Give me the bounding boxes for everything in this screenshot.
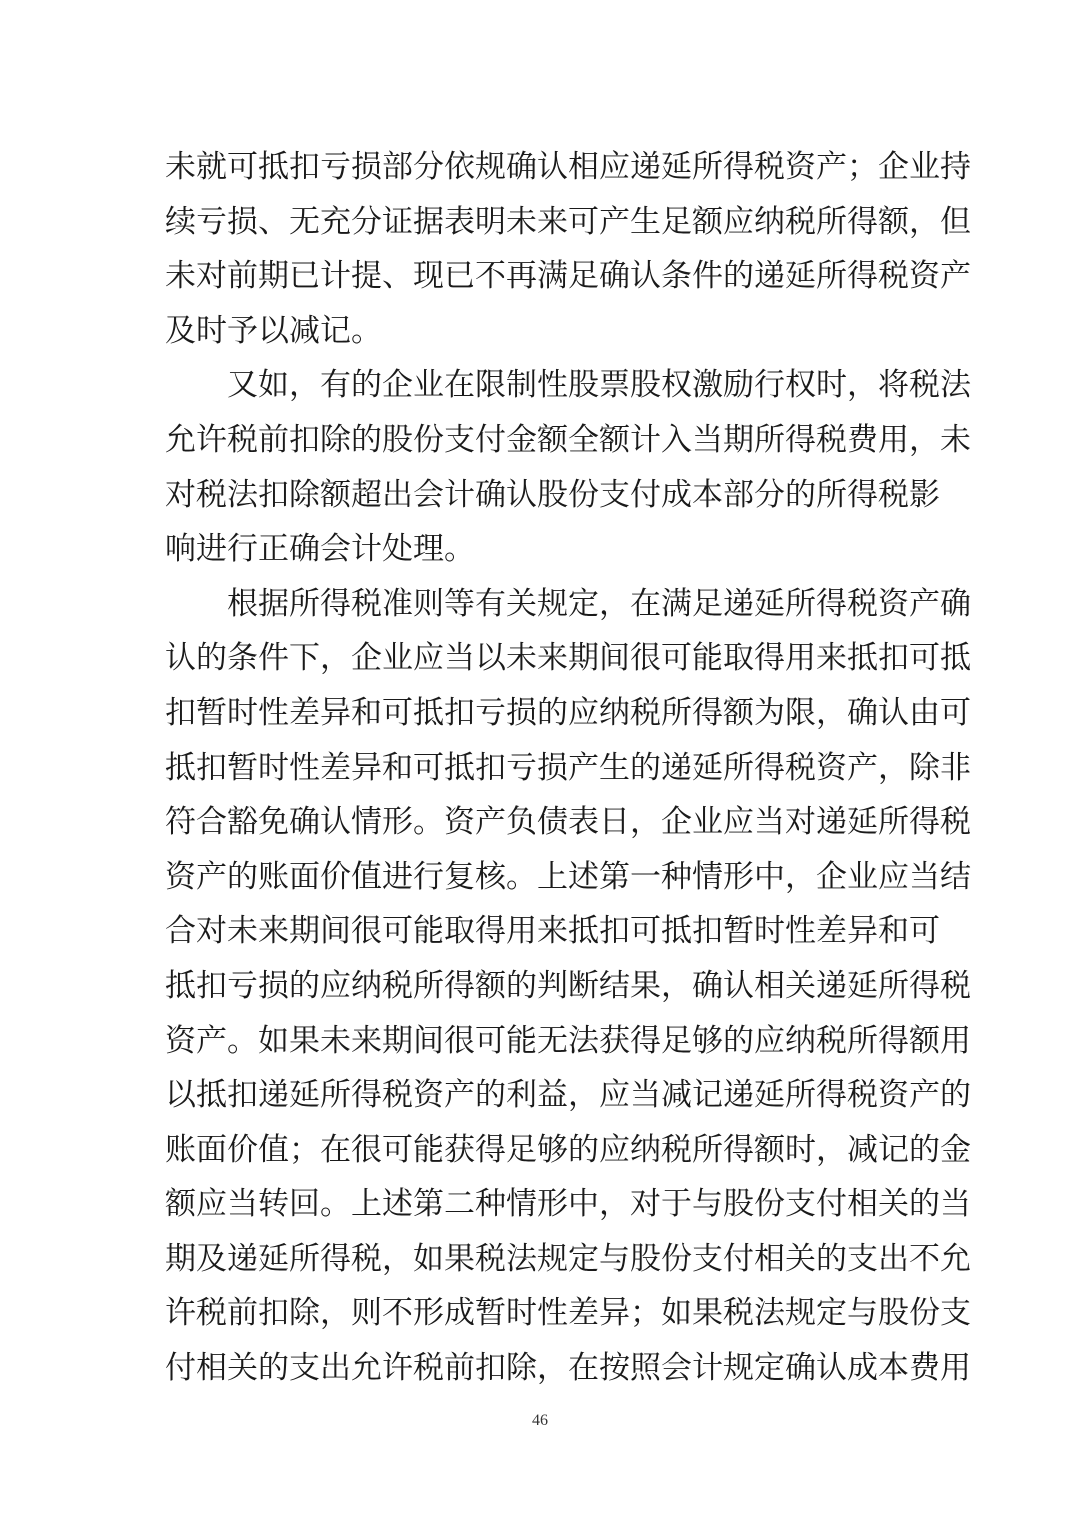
text-line: 以抵扣递延所得税资产的利益，应当减记递延所得税资产的 <box>165 1077 971 1114</box>
page-number: 46 <box>532 1412 548 1429</box>
text-line: 符合豁免确认情形。资产负债表日，企业应当对递延所得税 <box>165 804 971 841</box>
text-line: 资产。如果未来期间很可能无法获得足够的应纳税所得额用 <box>165 1022 971 1059</box>
text-line: 认的条件下，企业应当以未来期间很可能取得用来抵扣可抵 <box>165 640 971 677</box>
text-line: 续亏损、无充分证据表明未来可产生足额应纳税所得额，但 <box>165 203 971 240</box>
text-line: 抵扣暂时性差异和可抵扣亏损产生的递延所得税资产，除非 <box>165 749 971 786</box>
text-line: 又如，有的企业在限制性股票股权激励行权时，将税法 <box>165 367 971 404</box>
text-line: 对税法扣除额超出会计确认股份支付成本部分的所得税影 <box>165 476 940 513</box>
text-line: 合对未来期间很可能取得用来抵扣可抵扣暂时性差异和可 <box>165 913 940 950</box>
text-line: 及时予以减记。 <box>165 312 382 349</box>
body-text <box>165 140 971 1396</box>
text-line: 抵扣亏损的应纳税所得额的判断结果，确认相关递延所得税 <box>165 967 971 1004</box>
text-line: 账面价值；在很可能获得足够的应纳税所得额时，减记的金 <box>165 1131 971 1168</box>
text-line: 响进行正确会计处理。 <box>165 531 475 568</box>
text-line: 扣暂时性差异和可抵扣亏损的应纳税所得额为限，确认由可 <box>165 694 971 731</box>
text-line: 期及递延所得税，如果税法规定与股份支付相关的支出不允 <box>165 1240 971 1277</box>
text-line: 资产的账面价值进行复核。上述第一种情形中，企业应当结 <box>165 858 971 895</box>
text-line: 根据所得税准则等有关规定，在满足递延所得税资产确 <box>165 585 971 622</box>
text-line: 允许税前扣除的股份支付金额全额计入当期所得税费用，未 <box>165 421 971 458</box>
text-line: 未就可抵扣亏损部分依规确认相应递延所得税资产；企业持 <box>165 149 971 185</box>
text-line: 许税前扣除，则不形成暂时性差异；如果税法规定与股份支 <box>165 1295 971 1332</box>
text-line: 额应当转回。上述第二种情形中，对于与股份支付相关的当 <box>165 1186 971 1223</box>
text-line: 未对前期已计提、现已不再满足确认条件的递延所得税资产 <box>165 258 971 295</box>
text-line: 付相关的支出允许税前扣除，在按照会计规定确认成本费用 <box>165 1350 971 1387</box>
